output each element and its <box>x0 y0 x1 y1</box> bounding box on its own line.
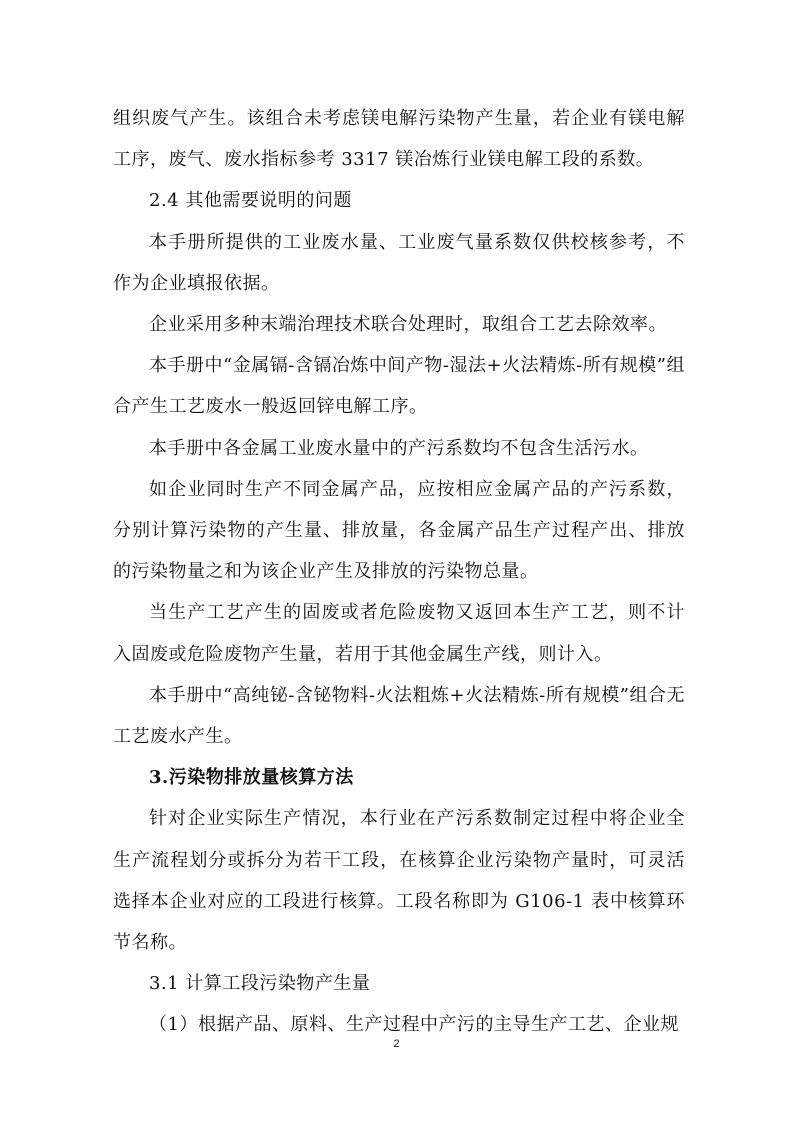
page-number: 2 <box>393 1038 400 1050</box>
paragraph-continuation: 组织废气产生。该组合未考虑镁电解污染物产生量，若企业有镁电解工序，废气、废水指标参考 3317 镁冶炼行业镁电解工段的系数。 <box>113 108 685 171</box>
document-body <box>113 98 685 1046</box>
paragraph-domestic-sewage: 本手册中各金属工业废水量中的产污系数均不包含生活污水。 <box>149 437 649 459</box>
paragraph-reference-only: 本手册所提供的工业废水量、工业废气量系数仅供校核参考，不作为企业填报依据。 <box>113 231 685 294</box>
paragraph-multiple-products: 如企业同时生产不同金属产品，应按相应金属产品的产污系数，分别计算污染物的产生量、排放量，各金属产品生产过程产出、排放的污染物量之和为该企业产生及排放的污染物总量。 <box>113 478 685 583</box>
paragraph-bismuth: 本手册中“高纯铋-含铋物料-火法粗炼+火法精炼-所有规模”组合无工艺废水产生。 <box>113 684 685 748</box>
paragraph-cadmium: 本手册中“金属镉-含镉冶炼中间产物-湿法+火法精炼-所有规模”组合产生工艺废水一般返回锌电解工序。 <box>113 355 685 418</box>
section-heading-2-4: 2.4 其他需要说明的问题 <box>149 190 352 212</box>
paragraph-combined-treatment: 企业采用多种末端治理技术联合处理时，取组合工艺去除效率。 <box>149 314 667 336</box>
paragraph-step-1: （1）根据产品、原料、生产过程中产污的主导生产工艺、企业规 <box>149 1014 679 1036</box>
paragraph-solid-waste: 当生产工艺产生的固废或者危险废物又返回本生产工艺，则不计入固废或危险废物产生量，若用于其他金属生产线，则计入。 <box>113 602 685 665</box>
section-heading-3-1: 3.1 计算工段污染物产生量 <box>149 973 371 995</box>
section-heading-3: 3.污染物排放量核算方法 <box>149 767 354 789</box>
paragraph-method: 针对企业实际生产情况，本行业在产污系数制定过程中将企业全生产流程划分或拆分为若干工段，在核算企业污染物产量时，可灵活选择本企业对应的工段进行核算。工段名称即为 G106-1 表中核算环节名称。 <box>113 808 685 954</box>
